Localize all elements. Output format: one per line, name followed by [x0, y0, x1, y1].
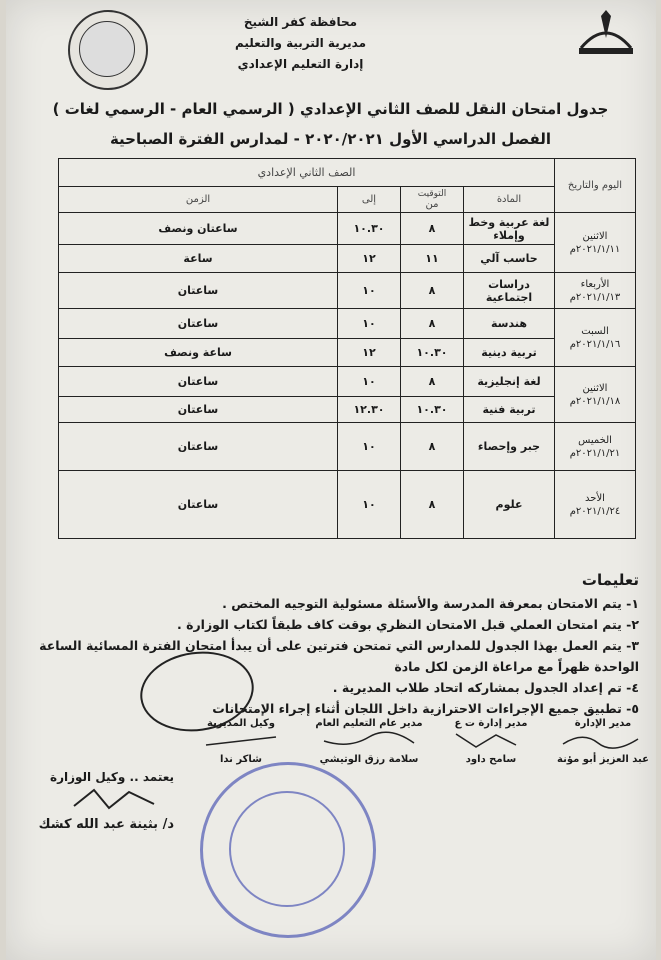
to-column-header: إلى: [338, 187, 401, 213]
subject-cell: علوم: [464, 471, 555, 539]
to-cell: ١٠: [338, 367, 401, 397]
subject-cell: دراسات اجتماعية: [464, 273, 555, 309]
day-column-header: اليوم والتاريخ: [555, 159, 636, 213]
from-cell: ٨: [401, 367, 464, 397]
subject-column-header: المادة: [464, 187, 555, 213]
instructions-heading: تعليمات: [581, 571, 639, 589]
handwritten-signature: [54, 784, 174, 814]
subject-cell: تربية فنية: [464, 397, 555, 423]
subject-cell: هندسة: [464, 309, 555, 339]
instruction-item: ٣- يتم العمل بهذا الجدول للمدارس التي تمتحن فترتين على أن يبدأ امتحان الفترة المسائية الساعة الواحدة ظهراً مع مراعاة الزمن لكل مادة: [39, 638, 639, 674]
duration-cell: ساعة: [59, 245, 338, 273]
from-cell: ٨: [401, 309, 464, 339]
table-row: [59, 367, 636, 397]
grade-header: الصف الثاني الإعدادي: [59, 159, 555, 187]
page-title: جدول امتحان النقل للصف الثاني الإعدادي ( الرسمي العام - الرسمي لغات ): [52, 100, 609, 118]
official-stamp: [200, 762, 376, 938]
to-cell: ١٢: [338, 245, 401, 273]
to-cell: ١٢: [338, 339, 401, 367]
from-cell: ٨: [401, 213, 464, 245]
table-row: [59, 309, 636, 339]
to-cell: ١٠: [338, 309, 401, 339]
from-column-header: التوقيت من: [401, 187, 464, 213]
duration-cell: ساعة ونصف: [59, 339, 338, 367]
day-cell: الأحد ٢٠٢١/١/٢٤م: [555, 471, 636, 539]
instruction-item: ٥- تطبيق جميع الإجراءات الاحترازية داخل اللجان أثناء إجراء الإمتحانات: [212, 701, 639, 716]
duration-cell: ساعتان ونصف: [59, 213, 338, 245]
table-row: [59, 397, 636, 423]
instruction-item: ١- يتم الامتحان بمعرفة المدرسة والأسئلة مسئولية التوجيه المختص .: [222, 596, 639, 611]
day-cell: الأربعاء ٢٠٢١/١/١٣م: [555, 273, 636, 309]
to-cell: ١٠.٣٠: [338, 213, 401, 245]
day-cell: الاثنين ٢٠٢١/١/١١م: [555, 213, 636, 273]
duration-cell: ساعتان: [59, 423, 338, 471]
handwritten-signature: [446, 729, 536, 751]
from-cell: ٨: [401, 471, 464, 539]
table-row: [59, 213, 636, 245]
header-block: [0, 12, 661, 75]
from-cell: ٨: [401, 273, 464, 309]
table-row: [59, 471, 636, 539]
duration-cell: ساعتان: [59, 273, 338, 309]
signature-block: وكيل المديرية شاكر ندا: [191, 718, 291, 765]
instructions-block: [19, 570, 639, 719]
from-cell: ١١: [401, 245, 464, 273]
duration-column-header: الزمن: [59, 187, 338, 213]
table-row: [59, 245, 636, 273]
duration-cell: ساعتان: [59, 471, 338, 539]
approval-block: يعتمد .. وكيل الوزارة د/ بثينة عبد الله كشك: [38, 770, 174, 832]
handwritten-signature: [319, 729, 419, 751]
to-cell: ١٠: [338, 471, 401, 539]
day-cell: السبت ٢٠٢١/١/١٦م: [555, 309, 636, 367]
instruction-item: ٤- تم إعداد الجدول بمشاركه اتحاد طلاب المديرية .: [332, 680, 639, 695]
subject-cell: لغة إنجليزية: [464, 367, 555, 397]
handwritten-signature: [196, 729, 286, 751]
table-row: [59, 273, 636, 309]
signature-block: مدير الإدارة عبد العزيز أبو مؤنة: [557, 718, 649, 765]
administration-label: إدارة التعليم الإعدادي: [237, 57, 364, 71]
signature-block: مدير عام التعليم العام سلامة رزق الوتيشي: [315, 718, 423, 765]
day-cell: الخميس ٢٠٢١/١/٢١م: [555, 423, 636, 471]
duration-cell: ساعتان: [59, 367, 338, 397]
subject-cell: تربية دينية: [464, 339, 555, 367]
table-row: [59, 423, 636, 471]
duration-cell: ساعتان: [59, 397, 338, 423]
duration-cell: ساعتان: [59, 309, 338, 339]
governorate-label: محافظة كفر الشيخ: [243, 15, 358, 29]
handwritten-signature: [558, 729, 648, 751]
to-cell: ١٠: [338, 273, 401, 309]
subject-cell: جبر وإحصاء: [464, 423, 555, 471]
instruction-item: ٢- يتم امتحان العملي قبل الامتحان النظري بوقت كاف طبقاً لكتاب الوزارة .: [177, 617, 639, 632]
exam-schedule-table: [58, 158, 636, 539]
to-cell: ١٢.٣٠: [338, 397, 401, 423]
signature-block: مدير إدارة ت ع سامح داود: [441, 718, 541, 765]
from-cell: ١٠.٣٠: [401, 339, 464, 367]
directorate-label: مديرية التربية والتعليم: [234, 36, 367, 50]
from-cell: ٨: [401, 423, 464, 471]
table-row: [59, 339, 636, 367]
day-cell: الاثنين ٢٠٢١/١/١٨م: [555, 367, 636, 423]
to-cell: ١٠: [338, 423, 401, 471]
from-cell: ١٠.٣٠: [401, 397, 464, 423]
subject-cell: لغة عربية وخط وإملاء: [464, 213, 555, 245]
page-subtitle: الفصل الدراسي الأول ٢٠٢٠/٢٠٢١ - لمدارس الفترة الصباحية: [109, 130, 552, 148]
subject-cell: حاسب آلي: [464, 245, 555, 273]
